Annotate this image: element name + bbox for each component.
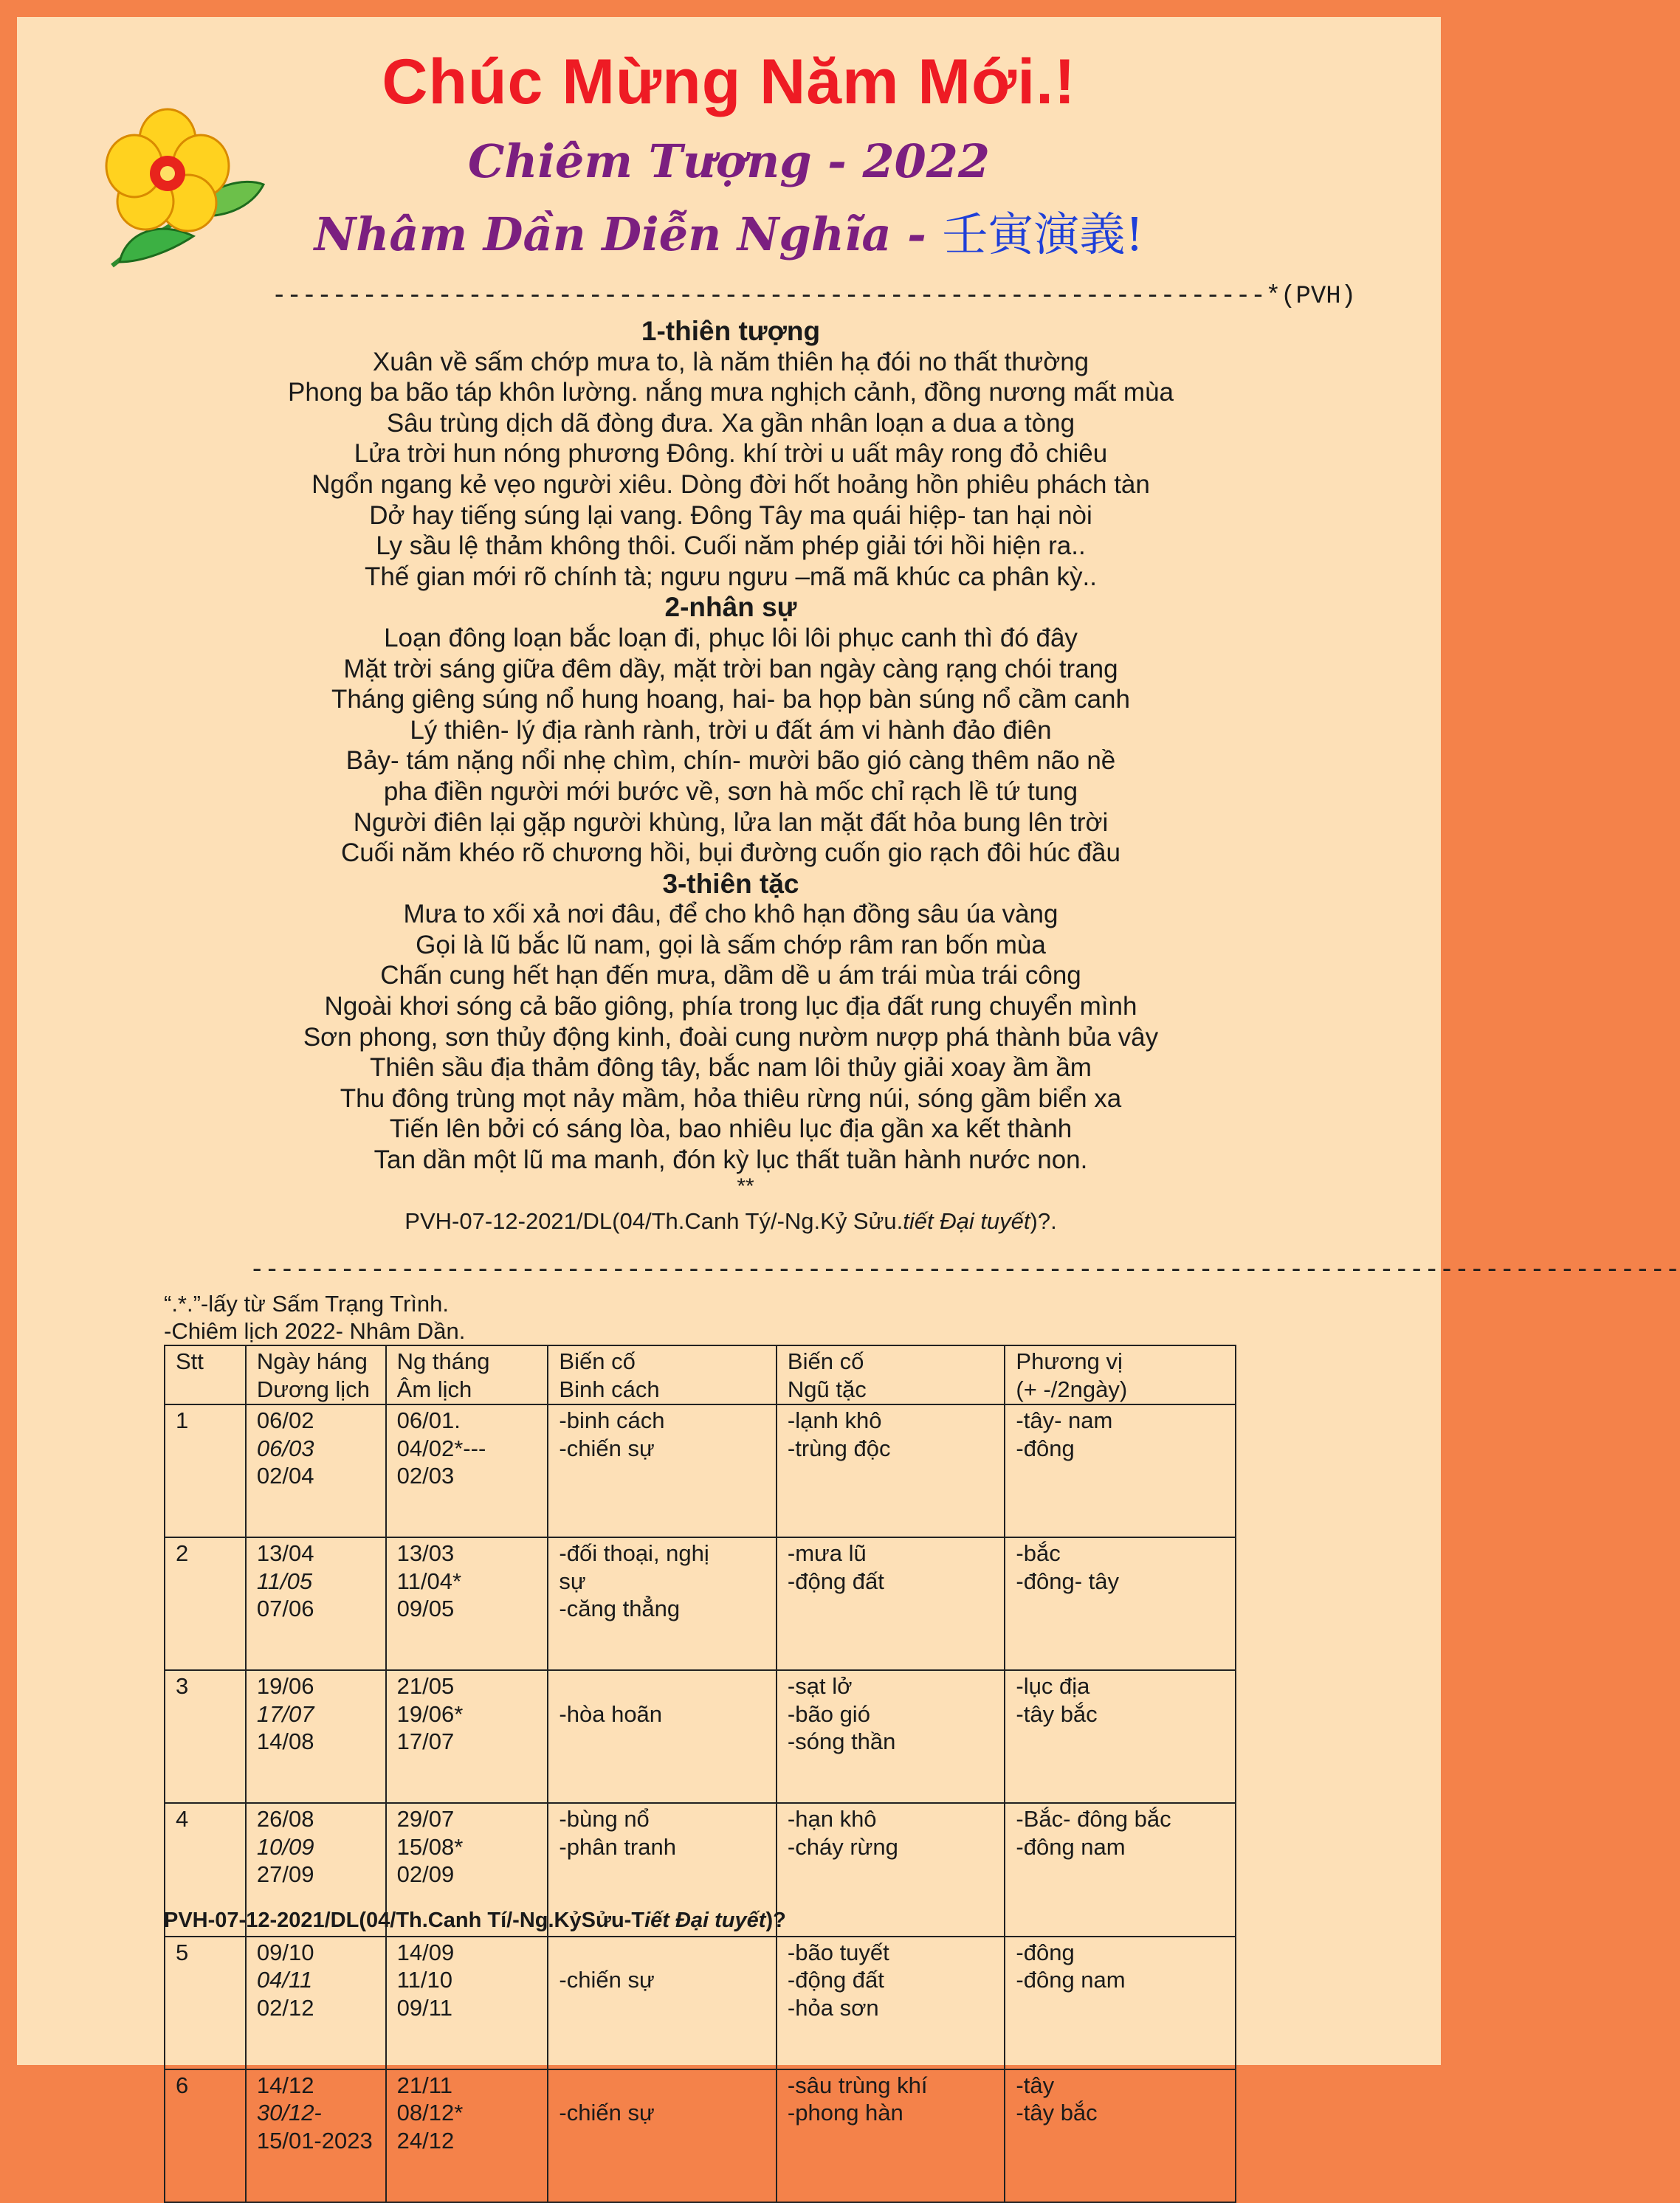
cell-stt: 4 — [165, 1803, 246, 1936]
cell-phuong-vi: -bắc -đông- tây — [1005, 1537, 1236, 1670]
poem-line: Lý thiên- lý địa rành rành, trời u đất ám vi hành đảo điên — [410, 715, 1052, 745]
calendar-table — [164, 1345, 1236, 2203]
cell-ngu-tac: -bão tuyết -động đất -hỏa sơn — [777, 1937, 1005, 2069]
poem-line: Tan dần một lũ ma manh, đón kỳ lục thất tuần hành nước non. — [373, 1145, 1088, 1175]
poem-line: Ngổn ngang kẻ vẹo người xiêu. Dòng đời hốt hoảng hồn phiêu phách tàn — [311, 469, 1150, 499]
poem-line: Lửa trời hun nóng phương Đông. khí trời u uất mây rong đỏ chiêu — [354, 439, 1108, 469]
divider-middle: ----------------------------------------------------------------------------------------------- — [249, 1257, 1680, 1285]
footer-end: )? — [765, 1909, 786, 1932]
table-row — [165, 1937, 1236, 2069]
header-phuong-vi: Phương vị (+ -/2ngày) — [1005, 1345, 1236, 1404]
divider-top: ------------------------------------------------------------------*(PVH) — [272, 283, 1357, 311]
subtitle-cjk: 壬寅演義! — [942, 207, 1144, 261]
note-source: “.*.”-lấy từ Sấm Trạng Trình. — [164, 1291, 449, 1317]
cell-binh-cach: -chiến sự — [548, 2069, 776, 2202]
poem-line: Sơn phong, sơn thủy động kinh, đoài cung nườm nượp phá thành bủa vây — [303, 1022, 1159, 1052]
cell-phuong-vi: -Bắc- đông bắc -đông nam — [1005, 1803, 1236, 1936]
cell-phuong-vi: -đông -đông nam — [1005, 1937, 1236, 2069]
cell-duong-lich: 06/02 06/03 02/04 — [246, 1404, 386, 1537]
note-calendar-title: -Chiêm lịch 2022- Nhâm Dần. — [164, 1318, 466, 1344]
subtitle-year: Chiêm Tượng - 2022 — [467, 134, 991, 188]
poem — [207, 316, 1255, 1238]
poem-line: Người điên lại gặp người khùng, lửa lan mặt đất hỏa bung lên trời — [353, 807, 1109, 837]
poem-line: Thiên sầu địa thảm đông tây, bắc nam lôi thủy giải xoay ầm ầm — [370, 1053, 1092, 1083]
poem-line: Ngoài khơi sóng cả bão giông, phía trong lục địa đất rung chuyển mình — [324, 992, 1137, 1021]
cell-ngu-tac: -sâu trùng khí -phong hàn — [777, 2069, 1005, 2202]
cell-duong-lich: 26/08 10/09 27/09 — [246, 1803, 386, 1936]
cell-ngu-tac: -mưa lũ -động đất — [777, 1537, 1005, 1670]
cell-ngu-tac: -hạn khô -cháy rừng — [777, 1803, 1005, 1936]
poem-line: Dở hay tiếng súng lại vang. Đông Tây ma quái hiệp- tan hại nòi — [369, 500, 1092, 530]
footer-italic: iết Đại tuyết — [644, 1909, 766, 1932]
poem-signature — [207, 1205, 1255, 1238]
poem-line: Cuối năm khéo rõ chương hồi, bụi đường cuốn gio rạch đôi húc đầu — [341, 838, 1120, 868]
cell-am-lich: 29/07 15/08* 02/09 — [386, 1803, 548, 1936]
cell-stt: 6 — [165, 2069, 246, 2202]
cell-ngu-tac: -lạnh khô -trùng độc — [777, 1404, 1005, 1537]
cell-duong-lich: 09/10 04/11 02/12 — [246, 1937, 386, 2069]
cell-phuong-vi: -tây- nam -đông — [1005, 1404, 1236, 1537]
poem-line: Tiến lên bởi có sáng lòa, bao nhiêu lục địa gần xa kết thành — [389, 1114, 1073, 1144]
header-am-lich: Ng tháng Âm lịch — [386, 1345, 548, 1404]
poem-line: Sâu trùng dịch dã đòng đưa. Xa gần nhân loạn a dua a tòng — [386, 408, 1075, 438]
section-heading-3: 3-thiên tặc — [662, 868, 799, 899]
cell-phuong-vi: -tây -tây bắc — [1005, 2069, 1236, 2202]
poem-line: Tháng giêng súng nổ hung hoang, hai- ba họp bàn súng nổ cầm canh — [331, 685, 1130, 714]
poem-line: Ly sầu lệ thảm không thôi. Cuối năm phép giải tới hồi hiện ra.. — [376, 531, 1086, 561]
cell-binh-cach: -bùng nổ -phân tranh — [548, 1803, 776, 1936]
header-stt: Stt — [165, 1345, 246, 1404]
poem-line: Thế gian mới rõ chính tà; ngưu ngưu –mã mã khúc ca phân kỳ.. — [365, 562, 1097, 591]
footer-signature — [164, 1909, 786, 1933]
section-heading-2: 2-nhân sự — [664, 592, 797, 623]
table-row — [165, 1670, 1236, 1803]
poem-line: Chấn cung hết hạn đến mưa, dầm dề u ám trái mùa trái công — [380, 961, 1081, 990]
cell-binh-cach: -đối thoại, nghị sự -căng thẳng — [548, 1537, 776, 1670]
signature-italic: tiết Đại tuyết — [903, 1207, 1030, 1234]
table-row — [165, 1404, 1236, 1537]
cell-duong-lich: 14/12 30/12- 15/01-2023 — [246, 2069, 386, 2202]
cell-phuong-vi: -lục địa -tây bắc — [1005, 1670, 1236, 1803]
cell-stt: 2 — [165, 1537, 246, 1670]
cell-stt: 3 — [165, 1670, 246, 1803]
poem-end-stars: ** — [737, 1173, 754, 1199]
cell-am-lich: 13/03 11/04* 09/05 — [386, 1537, 548, 1670]
poem-line: Mưa to xối xả nơi đâu, để cho khô hạn đồng sâu úa vàng — [403, 900, 1058, 929]
main-title: Chúc Mừng Năm Mới.! — [382, 46, 1076, 117]
subtitle-nham-dan — [0, 198, 1458, 263]
poem-line: pha điền người mới bước về, sơn hà mốc chỉ rạch lề tứ tung — [383, 776, 1078, 806]
cell-duong-lich: 19/06 17/07 14/08 — [246, 1670, 386, 1803]
header-binh-cach: Biến cố Binh cách — [548, 1345, 776, 1404]
cell-am-lich: 06/01. 04/02*--- 02/03 — [386, 1404, 548, 1537]
signature-end: )?. — [1030, 1207, 1057, 1234]
poem-line: Gọi là lũ bắc lũ nam, gọi là sấm chớp râm ran bốn mùa — [416, 930, 1046, 959]
table-row — [165, 1537, 1236, 1670]
subtitle-vi: Nhâm Dần Diễn Nghĩa - — [314, 207, 943, 261]
poem-line: Phong ba bão táp khôn lường. nắng mưa nghịch cảnh, đồng nương mất mùa — [287, 378, 1174, 407]
cell-ngu-tac: -sạt lở -bão gió -sóng thần — [777, 1670, 1005, 1803]
poem-line: Loạn đông loạn bắc loạn đi, phục lôi lôi phục canh thì đó đây — [384, 623, 1078, 652]
header-ngu-tac: Biến cố Ngũ tặc — [777, 1345, 1005, 1404]
cell-duong-lich: 13/04 11/05 07/06 — [246, 1537, 386, 1670]
cell-stt: 1 — [165, 1404, 246, 1537]
cell-binh-cach: -hòa hoãn — [548, 1670, 776, 1803]
poem-line: Xuân về sấm chớp mưa to, là năm thiên hạ đói no thất thường — [372, 347, 1089, 376]
table-row — [165, 2069, 1236, 2202]
section-heading-1: 1-thiên tượng — [641, 316, 821, 346]
cell-am-lich: 21/11 08/12* 24/12 — [386, 2069, 548, 2202]
signature-main: PVH-07-12-2021/DL(04/Th.Canh Tý/-Ng.Kỷ Sửu. — [404, 1207, 903, 1234]
poem-line: Bảy- tám nặng nổi nhẹ chìm, chín- mười bão gió càng thêm não nề — [345, 746, 1116, 776]
cell-am-lich: 21/05 19/06* 17/07 — [386, 1670, 548, 1803]
poem-line: Mặt trời sáng giữa đêm dầy, mặt trời ban ngày càng rạng chói trang — [343, 654, 1118, 683]
cell-binh-cach: -binh cách -chiến sự — [548, 1404, 776, 1537]
cell-stt: 5 — [165, 1937, 246, 2069]
cell-binh-cach: -chiến sự — [548, 1937, 776, 2069]
notes — [164, 1290, 465, 1345]
cell-am-lich: 14/09 11/10 09/11 — [386, 1937, 548, 2069]
header-duong-lich: Ngày háng Dương lịch — [246, 1345, 386, 1404]
poem-line: Thu đông trùng mọt nảy mầm, hỏa thiêu rừng núi, sóng gầm biển xa — [340, 1083, 1122, 1113]
table-header-row — [165, 1345, 1236, 1404]
footer-main: PVH-07-12-2021/DL(04/Th.Canh Tí/-Ng.KỷSửu-T — [164, 1909, 645, 1932]
